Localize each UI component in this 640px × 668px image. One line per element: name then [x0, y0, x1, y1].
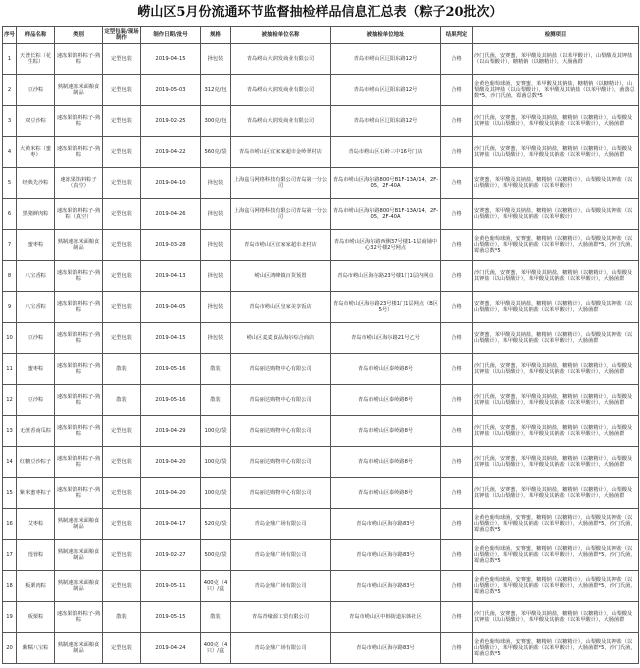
- cell-no: 20: [3, 633, 17, 664]
- cell-spec: 100克/袋: [201, 447, 231, 478]
- cell-address: 青岛市崂山区海尔路83号: [331, 540, 441, 571]
- cell-address: 青岛市崂山区海尔路83号: [331, 509, 441, 540]
- cell-category: 熟制速冻米面粮食制品: [55, 509, 103, 540]
- cell-date: 2019-04-26: [141, 199, 201, 230]
- cell-items: 沙门氏菌，安赛蜜，苯甲酸及其钠盐，糖精钠（以糖精计），山梨酸及其钾盐（以山梨酸计），苯甲酸及其钠盐（以苯甲酸计），大肠菌群: [473, 602, 639, 633]
- cell-address: 青岛市崂山区辽阳东路12号: [331, 44, 441, 75]
- cell-result: 合格: [441, 199, 473, 230]
- cell-pack: 定型包装: [103, 478, 141, 509]
- cell-result: 合格: [441, 137, 473, 168]
- cell-result: 合格: [441, 168, 473, 199]
- cell-address: 青岛市崂山区海尔路800号B1F-13A/14，2F-05，2F-40A: [331, 168, 441, 199]
- col-header-unit: 被抽检单位名称: [231, 27, 331, 44]
- cell-address: 青岛市崂山区海尔路800号B1F-13A/14，2F-05，2F-40A: [331, 199, 441, 230]
- cell-no: 3: [3, 106, 17, 137]
- cell-date: 2019-04-24: [141, 633, 201, 664]
- cell-category: 速冻果馅料粽子-熟粽: [55, 385, 103, 416]
- cell-category: 速冻果馅料粽子-熟粽: [55, 354, 103, 385]
- table-row: [3, 354, 639, 385]
- cell-spec: 500克/袋: [201, 540, 231, 571]
- cell-date: 2019-04-20: [141, 447, 201, 478]
- table-row: [3, 261, 639, 292]
- cell-no: 16: [3, 509, 17, 540]
- cell-spec: 择包装: [201, 44, 231, 75]
- cell-category: 熟制速冻米面粮食制品: [55, 540, 103, 571]
- cell-no: 9: [3, 292, 17, 323]
- cell-spec: 择包装: [201, 292, 231, 323]
- cell-unit: 青岛金鼎广场有限公司: [231, 633, 331, 664]
- cell-result: 合格: [441, 75, 473, 106]
- cell-no: 4: [3, 137, 17, 168]
- cell-date: 2019-04-15: [141, 323, 201, 354]
- cell-category: 速冻果馅料粽子-熟粽: [55, 447, 103, 478]
- document-title: 崂山区5月份流通环节监督抽检样品信息汇总表（粽子20批次）: [137, 5, 503, 20]
- cell-spec: 100克/袋: [201, 416, 231, 447]
- cell-spec: 择包装: [201, 261, 231, 292]
- cell-date: 2019-04-17: [141, 509, 201, 540]
- cell-pack: 定型包装: [103, 633, 141, 664]
- cell-date: 2019-04-22: [141, 137, 201, 168]
- cell-result: 合格: [441, 540, 473, 571]
- cell-name: 双豆沙粽: [17, 106, 55, 137]
- cell-unit: 青岛丽达购物中心有限公司: [231, 416, 331, 447]
- cell-name: 紫糯八宝粽: [17, 633, 55, 664]
- cell-spec: 400克（4只）/盒: [201, 571, 231, 602]
- cell-category: 熟制速冻米面粮食制品: [55, 633, 103, 664]
- cell-no: 1: [3, 44, 17, 75]
- cell-unit: 青岛市崂山区宜家家超市北村店: [231, 230, 331, 261]
- table-row: [3, 230, 639, 261]
- cell-result: 合格: [441, 385, 473, 416]
- table-row: [3, 447, 639, 478]
- cell-result: 合格: [441, 633, 473, 664]
- table-row: [3, 385, 639, 416]
- col-header-name: 样品名称: [17, 27, 55, 44]
- cell-no: 2: [3, 75, 17, 106]
- table-header-row: [3, 27, 639, 44]
- cell-unit: 青岛崂山大润发商业有限公司: [231, 44, 331, 75]
- table-row: [3, 416, 639, 447]
- table-row: [3, 602, 639, 633]
- cell-pack: 定型包装: [103, 44, 141, 75]
- table-row: [3, 633, 639, 664]
- cell-name: 八宝香粽: [17, 261, 55, 292]
- col-header-category: 类别: [55, 27, 103, 44]
- cell-items: 安赛蜜，苯甲酸及其钠盐，糖精钠（以糖精计），山梨酸及其钾盐（以山梨酸计），苯甲酸及其钠盐（以苯甲酸计），大肠菌群: [473, 323, 639, 354]
- cell-items: 金黄色葡萄球菌，安赛蜜，糖精钠（以糖精计），山梨酸及其钾盐（以山梨酸计），苯甲酸及其钠盐（以苯甲酸计），大肠菌群*5，沙门氏菌，霉菌总数*5: [473, 509, 639, 540]
- cell-name: 豆沙粽: [17, 323, 55, 354]
- cell-name: 紫米蜜枣粽子: [17, 478, 55, 509]
- cell-items: 沙门氏菌，安赛蜜，苯甲酸及其钠盐，糖精钠（以糖精计），山梨酸及其钾盐（以山梨酸计），苯甲酸及其钠盐（以苯甲酸计），大肠菌群: [473, 137, 639, 168]
- cell-pack: 定型包装: [103, 261, 141, 292]
- cell-unit: 青岛金鼎广场有限公司: [231, 509, 331, 540]
- cell-name: 蜜枣粽: [17, 354, 55, 385]
- cell-no: 8: [3, 261, 17, 292]
- cell-category: 速冻果馅料粽子-熟粽: [55, 602, 103, 633]
- cell-spec: 400克（4只）/盒: [201, 633, 231, 664]
- cell-date: 2019-04-13: [141, 261, 201, 292]
- cell-address: 青岛市崂山区海尔路西侧37号楼1-1层商铺中心32号楼2号网点: [331, 230, 441, 261]
- cell-result: 合格: [441, 602, 473, 633]
- cell-items: 沙门氏菌，安赛蜜，苯甲酸及其钠盐，糖精钠（以糖精计），山梨酸及其钾盐（以山梨酸计），苯甲酸及其钠盐（以苯甲酸计），大肠菌群: [473, 478, 639, 509]
- cell-items: 安赛蜜，苯甲酸及其钠盐，糖精钠（以糖精计），山梨酸及其钾盐（以山梨酸计），苯甲酸及其钠盐（以苯甲酸计），大肠菌群: [473, 292, 639, 323]
- cell-category: 熟制速冻米面粮食制品: [55, 75, 103, 106]
- cell-address: 青岛市崂山区石岭三中16号门店: [331, 137, 441, 168]
- table-body: [3, 44, 639, 664]
- cell-no: 13: [3, 416, 17, 447]
- cell-result: 合格: [441, 230, 473, 261]
- cell-unit: 青岛青缘源工贸有限公司: [231, 602, 331, 633]
- cell-spec: 择包装: [201, 230, 231, 261]
- cell-pack: 散装: [103, 354, 141, 385]
- table-row: [3, 106, 639, 137]
- cell-unit: 青岛丽达购物中心有限公司: [231, 447, 331, 478]
- cell-pack: 散装: [103, 602, 141, 633]
- cell-date: 2019-02-25: [141, 106, 201, 137]
- cell-address: 青岛市崂山区泰岭路8号: [331, 447, 441, 478]
- cell-address: 青岛市崂山区辽阳东路12号: [331, 75, 441, 106]
- cell-address: 青岛市崂山区泰岭路8号: [331, 478, 441, 509]
- cell-items: 沙门氏菌，安赛蜜，苯甲酸及其钠盐（以苯甲酸计），山梨酸及其钾盐（以山梨酸计），糖精钠（以糖精计），大肠菌群: [473, 44, 639, 75]
- cell-category: 速冻果馅料粽子（真空）: [55, 168, 103, 199]
- cell-unit: 青岛丽达购物中心有限公司: [231, 478, 331, 509]
- cell-name: 艾枣粽: [17, 509, 55, 540]
- cell-unit: 上海盒马网络科技有限公司青岛第一分公司: [231, 168, 331, 199]
- cell-name: 板栗肉粽: [17, 571, 55, 602]
- cell-name: 八宝香粽: [17, 292, 55, 323]
- cell-pack: 定型包装: [103, 137, 141, 168]
- cell-unit: 崂山区麦麦食品海尔综合商店: [231, 323, 331, 354]
- cell-category: 速冻果馅料粽子-熟粽: [55, 478, 103, 509]
- cell-address: 青岛市崂山区泰岭路8号: [331, 416, 441, 447]
- cell-pack: 定型包装: [103, 571, 141, 602]
- cell-result: 合格: [441, 509, 473, 540]
- cell-pack: 定型包装: [103, 199, 141, 230]
- cell-category: 速冻果馅料粽子-熟粽: [55, 137, 103, 168]
- cell-unit: 青岛丽达购物中心有限公司: [231, 354, 331, 385]
- cell-spec: 散装: [201, 602, 231, 633]
- cell-spec: 择包装: [201, 168, 231, 199]
- cell-items: 金黄色葡萄球菌，安赛蜜，糖精钠（以糖精计），山梨酸及其钾盐（以山梨酸计），苯甲酸及其钠盐（以苯甲酸计），大肠菌群*5，沙门氏菌，霉菌总数*5: [473, 230, 639, 261]
- cell-category: 速冻果馅料粽子-熟粽: [55, 106, 103, 137]
- cell-category: 熟制速冻米面粮食制品: [55, 230, 103, 261]
- cell-category: 速冻果馅料粽子-熟粽: [55, 44, 103, 75]
- cell-name: 豆沙粽: [17, 385, 55, 416]
- col-header-spec: 规格: [201, 27, 231, 44]
- table-row: [3, 540, 639, 571]
- cell-name: 莲蓉粽: [17, 540, 55, 571]
- table-row: [3, 571, 639, 602]
- cell-pack: 定型包装: [103, 75, 141, 106]
- cell-unit: 青岛崂山大润发商业有限公司: [231, 106, 331, 137]
- table-row: [3, 478, 639, 509]
- cell-name: 红糖豆沙粽子: [17, 447, 55, 478]
- cell-category: 速冻果馅料粽子-熟粽: [55, 323, 103, 354]
- cell-unit: 上海盒马网络科技有限公司青岛第一分公司: [231, 199, 331, 230]
- cell-result: 合格: [441, 447, 473, 478]
- col-header-result: 结果判定: [441, 27, 473, 44]
- cell-result: 合格: [441, 261, 473, 292]
- cell-name: 经典先沙粽: [17, 168, 55, 199]
- cell-category: 速冻果馅料粽子-熟粽: [55, 416, 103, 447]
- col-header-no: 序号: [3, 27, 17, 44]
- cell-items: 金黄色葡萄球菌，安赛蜜，苯甲酸及其钠盐，糖精钠（以糖精计），山梨酸及其钾盐（以山梨酸计），苯甲酸及其钠盐（以苯甲酸计），菌落总数*5，沙门氏菌，霉菌总数*5: [473, 75, 639, 106]
- col-header-items: 检测项目: [473, 27, 639, 44]
- cell-result: 合格: [441, 292, 473, 323]
- cell-date: 2019-05-11: [141, 571, 201, 602]
- cell-spec: 100克/袋: [201, 478, 231, 509]
- cell-items: 沙门氏菌，安赛蜜，苯甲酸及其钠盐，糖精钠（以糖精计），山梨酸及其钾盐（以山梨酸计），苯甲酸及其钠盐（以苯甲酸计），大肠菌群: [473, 385, 639, 416]
- cell-no: 19: [3, 602, 17, 633]
- cell-pack: 定型包装: [103, 509, 141, 540]
- cell-unit: 崂山区鸿峰镇百货预置: [231, 261, 331, 292]
- table-row: [3, 137, 639, 168]
- cell-result: 合格: [441, 571, 473, 602]
- cell-address: 青岛市崂山区海尔路83号: [331, 571, 441, 602]
- cell-name: 豆沙粽: [17, 75, 55, 106]
- cell-address: 青岛市崂山区海尔路23号楼1门1层内网点: [331, 261, 441, 292]
- cell-date: 2019-05-16: [141, 385, 201, 416]
- cell-no: 14: [3, 447, 17, 478]
- table-row: [3, 323, 639, 354]
- sample-info-table: [2, 26, 639, 664]
- cell-category: 熟制速冻米面粮食制品: [55, 571, 103, 602]
- cell-result: 合格: [441, 354, 473, 385]
- cell-items: 沙门氏菌，安赛蜜，苯甲酸及其钠盐，糖精钠（以糖精计），山梨酸及其钾盐（以山梨酸计），苯甲酸及其钠盐（以苯甲酸计），大肠菌群: [473, 354, 639, 385]
- cell-address: 青岛市崂山区海尔路21号乙号: [331, 323, 441, 354]
- cell-no: 7: [3, 230, 17, 261]
- cell-pack: 定型包装: [103, 416, 141, 447]
- cell-items: 沙门氏菌，安赛蜜，苯甲酸及其钠盐，糖精钠（以糖精计），山梨酸及其钾盐（以山梨酸计），苯甲酸及其钠盐（以苯甲酸计），大肠菌群: [473, 106, 639, 137]
- cell-category: 速冻果馅料粽子-熟粽（真空）: [55, 199, 103, 230]
- cell-unit: 青岛金鼎广场有限公司: [231, 540, 331, 571]
- cell-result: 合格: [441, 416, 473, 447]
- table-row: [3, 75, 639, 106]
- cell-items: 金黄色葡萄球菌，安赛蜜，糖精钠（以糖精计），山梨酸及其钾盐（以山梨酸计），苯甲酸及其钠盐（以苯甲酸计），大肠菌群*5，沙门氏菌，霉菌总数*5: [473, 540, 639, 571]
- cell-result: 合格: [441, 478, 473, 509]
- cell-pack: 定型包装: [103, 540, 141, 571]
- cell-address: 青岛市崂山区泰岭路8号: [331, 354, 441, 385]
- col-header-pack: 定型包装/现场制作: [103, 27, 141, 44]
- cell-date: 2019-04-05: [141, 292, 201, 323]
- cell-items: 安赛蜜，苯甲酸及其钠盐，糖精钠（以糖精计），山梨酸及其钾盐（以山梨酸计），苯甲酸及其钠盐（以苯甲酸计）: [473, 199, 639, 230]
- cell-pack: 定型包装: [103, 447, 141, 478]
- cell-result: 合格: [441, 323, 473, 354]
- cell-date: 2019-03-28: [141, 230, 201, 261]
- cell-address: 青岛市崂山区海尔路23号楼1门1层网点（B区5号）: [331, 292, 441, 323]
- cell-no: 18: [3, 571, 17, 602]
- cell-name: 无蔗香南瓜粽: [17, 416, 55, 447]
- cell-pack: 定型包装: [103, 323, 141, 354]
- cell-pack: 定型包装: [103, 292, 141, 323]
- cell-address: 青岛市崂山区中韩街道东韩社区: [331, 602, 441, 633]
- cell-pack: 定型包装: [103, 168, 141, 199]
- cell-no: 12: [3, 385, 17, 416]
- cell-no: 11: [3, 354, 17, 385]
- cell-no: 17: [3, 540, 17, 571]
- table-row: [3, 509, 639, 540]
- table-row: [3, 292, 639, 323]
- cell-items: 安赛蜜，苯甲酸及其钠盐，糖精钠（以糖精计），山梨酸及其钾盐（以山梨酸计），苯甲酸及其钠盐（以苯甲酸计）: [473, 168, 639, 199]
- cell-spec: 300克/包: [201, 106, 231, 137]
- cell-spec: 散装: [201, 385, 231, 416]
- cell-date: 2019-04-20: [141, 478, 201, 509]
- cell-date: 2019-04-29: [141, 416, 201, 447]
- cell-name: 板栗粽: [17, 602, 55, 633]
- cell-date: 2019-02-27: [141, 540, 201, 571]
- cell-pack: 定型包装: [103, 106, 141, 137]
- cell-spec: 312克/包: [201, 75, 231, 106]
- cell-date: 2019-05-03: [141, 75, 201, 106]
- cell-result: 合格: [441, 44, 473, 75]
- cell-result: 合格: [441, 106, 473, 137]
- cell-date: 2019-04-10: [141, 168, 201, 199]
- cell-items: 沙门氏菌，安赛蜜，苯甲酸及其钠盐，糖精钠（以糖精计），山梨酸及其钾盐（以山梨酸计），苯甲酸及其钠盐（以苯甲酸计），大肠菌群: [473, 447, 639, 478]
- col-header-address: 被抽检单位地址: [331, 27, 441, 44]
- cell-unit: 青岛崂山大润发商业有限公司: [231, 75, 331, 106]
- cell-spec: 择包装: [201, 323, 231, 354]
- cell-unit: 青岛金鼎广场有限公司: [231, 571, 331, 602]
- cell-category: 速冻果馅料粽子-熟粽: [55, 292, 103, 323]
- cell-date: 2019-05-16: [141, 354, 201, 385]
- cell-name: 蜜枣粽: [17, 230, 55, 261]
- cell-address: 青岛市崂山区辽阳东路12号: [331, 106, 441, 137]
- cell-no: 15: [3, 478, 17, 509]
- cell-date: 2019-05-15: [141, 602, 201, 633]
- cell-name: 大黄米粽（蜜枣）: [17, 137, 55, 168]
- cell-address: 青岛市崂山区泰岭路8号: [331, 385, 441, 416]
- cell-date: 2019-04-15: [141, 44, 201, 75]
- cell-no: 5: [3, 168, 17, 199]
- table-row: [3, 44, 639, 75]
- table-row: [3, 199, 639, 230]
- cell-no: 6: [3, 199, 17, 230]
- cell-name: 黑猪鲜肉粽: [17, 199, 55, 230]
- cell-spec: 560克/袋: [201, 137, 231, 168]
- cell-items: 沙门氏菌，安赛蜜，苯甲酸及其钠盐，糖精钠（以糖精计），山梨酸及其钾盐（以山梨酸计），苯甲酸及其钠盐（以苯甲酸计），大肠菌群: [473, 261, 639, 292]
- cell-address: 青岛市崂山区海尔路83号: [331, 633, 441, 664]
- cell-unit: 青岛市崂山区皇家美享饭店: [231, 292, 331, 323]
- table-row: [3, 168, 639, 199]
- cell-spec: 520克/袋: [201, 509, 231, 540]
- cell-unit: 青岛市崂山区宜家家超市金岭翠村店: [231, 137, 331, 168]
- col-header-date: 制作日期/批号: [141, 27, 201, 44]
- cell-items: 金黄色葡萄球菌，安赛蜜，糖精钠（以糖精计），山梨酸及其钾盐（以山梨酸计），苯甲酸及其钠盐（以苯甲酸计），大肠菌群*5，沙门氏菌，霉菌总数*5: [473, 633, 639, 664]
- cell-spec: 散装: [201, 354, 231, 385]
- cell-items: 沙门氏菌，安赛蜜，苯甲酸及其钠盐，糖精钠（以糖精计），山梨酸及其钾盐（以山梨酸计），苯甲酸及其钠盐（以苯甲酸计），大肠菌群: [473, 416, 639, 447]
- cell-items: 金黄色葡萄球菌，安赛蜜，糖精钠（以糖精计），山梨酸及其钾盐（以山梨酸计），苯甲酸及其钠盐（以苯甲酸计），大肠菌群*5，沙门氏菌，霉菌总数*5: [473, 571, 639, 602]
- cell-category: 速冻果馅料粽子-熟粽: [55, 261, 103, 292]
- cell-pack: 散装: [103, 385, 141, 416]
- cell-name: 天普长粽（花生粽）: [17, 44, 55, 75]
- cell-unit: 青岛丽达购物中心有限公司: [231, 385, 331, 416]
- cell-pack: 定型包装: [103, 230, 141, 261]
- cell-no: 10: [3, 323, 17, 354]
- cell-spec: 择包装: [201, 199, 231, 230]
